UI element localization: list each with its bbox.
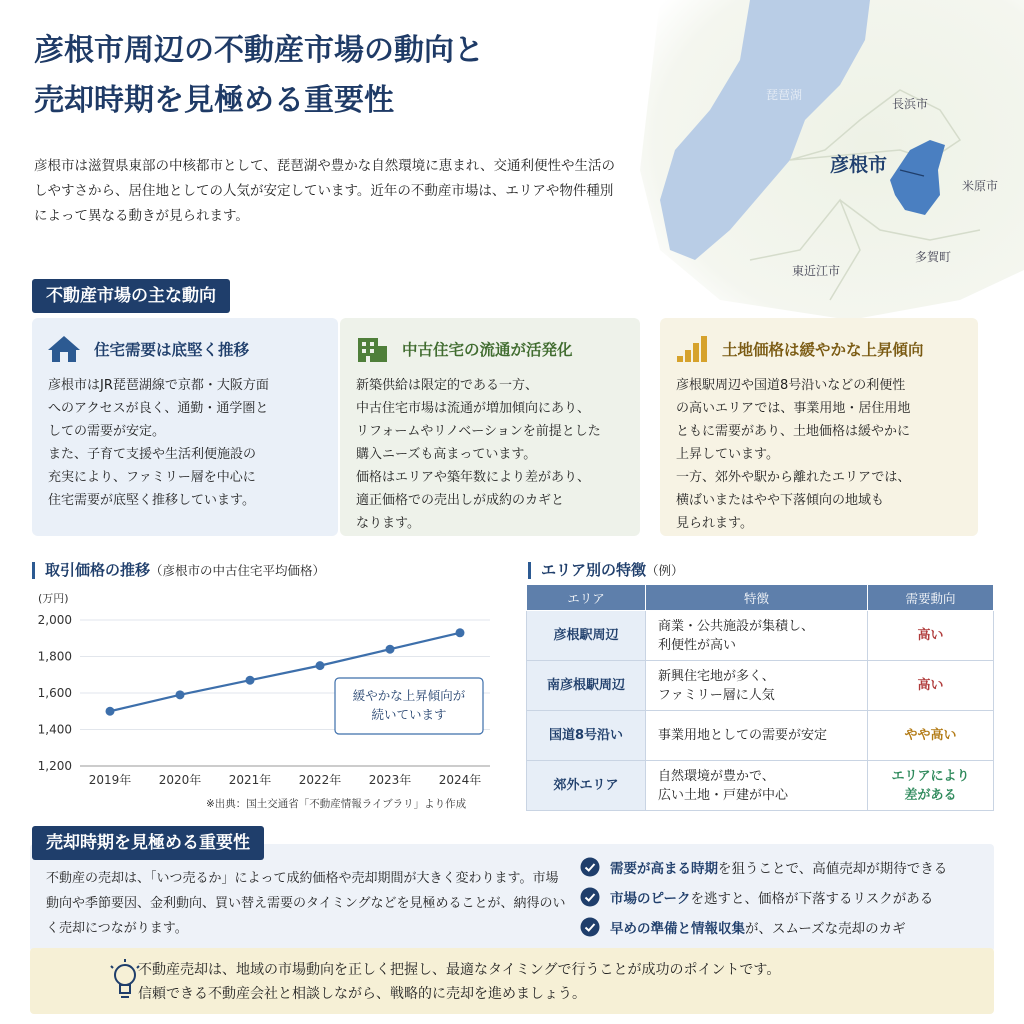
data-point (316, 661, 325, 670)
building-icon (354, 334, 390, 364)
cell-feature: 自然環境が豊かで、 広い土地・戸建が中心 (646, 761, 868, 811)
cell-feature: 商業・公共施設が集積し、 利便性が高い (646, 611, 868, 661)
check-item (580, 912, 947, 942)
city-label-higashiomi: 東近江市 (792, 264, 841, 278)
cell-area: 南彦根駅周辺 (527, 661, 646, 711)
check-emphasis: 需要が高まる時期 (610, 861, 718, 877)
market-section-heading: 不動産市場の主な動向 (32, 279, 230, 313)
lake-label: 琵琶湖 (766, 88, 803, 102)
intro-text: 彦根市は滋賀県東部の中核都市として、琵琶湖や豊かな自然環境に恵まれ、交通利便性や生活のしやすさから、居住地としての人気が安定しています。近年の不動産市場は、エリアや物件種別によって異なる動きが見られます。 (34, 158, 616, 224)
check-circle-icon (580, 917, 600, 937)
cell-feature: 事業用地としての需要が安定 (646, 711, 868, 761)
table-header-row (527, 585, 994, 611)
check-emphasis: 早めの準備と情報収集 (610, 921, 745, 937)
card-title: 中古住宅の流通が活発化 (402, 341, 573, 359)
card-title: 土地価格は緩やかな上昇傾向 (722, 341, 924, 359)
data-point (456, 628, 465, 637)
annotation-text: 続いています (371, 707, 447, 722)
cell-area: 国道8号沿い (527, 711, 646, 761)
check-text (610, 857, 947, 877)
cell-demand: 高い (868, 661, 994, 711)
city-label-nagahama: 長浜市 (892, 97, 929, 111)
check-circle-icon (580, 887, 600, 907)
card-land-price (660, 318, 978, 536)
cell-demand: エリアにより 差がある (868, 761, 994, 811)
x-tick-label: 2024年 (438, 773, 482, 787)
card-body: 彦根駅周辺や国道8号沿いなどの利便性 の高いエリアでは、事業用地・居住用地 ともに需要があり、土地価格は緩やかに 上昇しています。 一方、郊外や駅から離れたエリアでは、 横ばいまたはやや下落傾向の地域も 見られます。 (676, 378, 911, 531)
check-text (610, 887, 933, 907)
city-label-taga: 多賀町 (915, 250, 952, 264)
cell-demand: 高い (868, 611, 994, 661)
chart-section-heading (32, 562, 325, 579)
y-tick-label: 1,200 (37, 759, 72, 773)
x-tick-label: 2021年 (228, 773, 272, 787)
data-point (246, 676, 255, 685)
check-rest: を逃すと、価格が下落するリスクがある (690, 891, 934, 907)
card-body: 新築供給は限定的である一方、 中古住宅市場は流通が増加傾向にあり、 リフォームやリノベーションを前提とした 購入ニーズも高まっています。 価格はエリアや築年数により差があり、 適正価格での売出しが成約のカギと なります。 (356, 378, 601, 531)
table-section-heading (528, 562, 684, 579)
check-rest: を狙うことで、高値売却が期待できる (718, 861, 948, 877)
table-row (527, 661, 994, 711)
data-point (106, 707, 115, 716)
area-table (526, 584, 994, 811)
check-item (580, 882, 947, 912)
lightbulb-icon (108, 958, 142, 1002)
cell-feature: 新興住宅地が多く、 ファミリー層に人気 (646, 661, 868, 711)
annotation-text: 緩やかな上昇傾向が (352, 688, 466, 703)
price-trend-chart (30, 590, 500, 790)
chart-subheading: （彦根市の中古住宅平均価格） (150, 563, 326, 578)
header-demand: 需要動向 (868, 585, 994, 611)
annotation-box (335, 678, 483, 734)
y-axis-label: (万円) (38, 592, 69, 605)
check-text (610, 917, 906, 937)
city-label-maibara: 米原市 (962, 179, 999, 193)
header-feature: 特徴 (646, 585, 868, 611)
summary-text: 不動産売却は、地域の市場動向を正しく把握し、最適なタイミングで行うことが成功のポイントです。 信頼できる不動産会社と相談しながら、戦略的に売却を進めましょう。 (138, 962, 781, 1002)
cell-area: 彦根駅周辺 (527, 611, 646, 661)
header-area: エリア (527, 585, 646, 611)
title-line-1: 彦根市周辺の不動産市場の動向と (34, 33, 484, 68)
table-heading-text: エリア別の特徴 (541, 561, 647, 579)
title-line-2: 売却時期を見極める重要性 (34, 83, 394, 118)
check-list (580, 852, 947, 942)
page-title (34, 26, 654, 126)
house-icon (46, 334, 82, 364)
cell-demand: やや高い (868, 711, 994, 761)
table-subheading: （例） (646, 563, 684, 578)
sale-section-heading: 売却時期を見極める重要性 (32, 826, 264, 860)
card-title: 住宅需要は底堅く推移 (94, 341, 250, 359)
chart-heading-text: 取引価格の推移 (45, 561, 151, 579)
check-circle-icon (580, 857, 600, 877)
summary-box (30, 948, 994, 1014)
bar-chart-icon (674, 334, 710, 364)
table-row (527, 711, 994, 761)
cell-area: 郊外エリア (527, 761, 646, 811)
x-tick-label: 2022年 (298, 773, 342, 787)
table-row (527, 611, 994, 661)
y-tick-label: 2,000 (37, 613, 72, 627)
x-tick-label: 2020年 (158, 773, 202, 787)
card-used-housing (340, 318, 640, 536)
table-row (527, 761, 994, 811)
area-map (600, 0, 1024, 320)
sale-text: 不動産の売却は、「いつ売るか」によって成約価格や売却期間が大きく変わります。市場動向や季節要因、金利動向、買い替え需要のタイミングなどを見極めることが、納得のいく売却につながります。 (46, 871, 566, 936)
y-tick-label: 1,800 (37, 649, 72, 664)
card-body: 彦根市はJR琵琶湖線で京都・大阪方面 へのアクセスが良く、通勤・通学圏と しての需要が安定。 また、子育て支援や生活利便施設の 充実により、ファミリー層を中心に 住宅需要が底堅く推移しています。 (48, 378, 269, 508)
city-label-hikone: 彦根市 (830, 154, 888, 176)
x-tick-label: 2023年 (368, 773, 412, 787)
y-tick-label: 1,400 (37, 722, 72, 737)
y-tick-label: 1,600 (37, 686, 72, 700)
x-tick-label: 2019年 (88, 773, 132, 787)
check-item (580, 852, 947, 882)
check-emphasis: 市場のピーク (610, 891, 691, 907)
source-note: ※出典：国土交通省「不動産情報ライブラリ」より作成 (206, 798, 467, 810)
data-point (386, 645, 395, 654)
data-point (176, 690, 185, 699)
card-housing-demand (32, 318, 338, 536)
check-rest: が、スムーズな売却のカギ (745, 921, 906, 937)
